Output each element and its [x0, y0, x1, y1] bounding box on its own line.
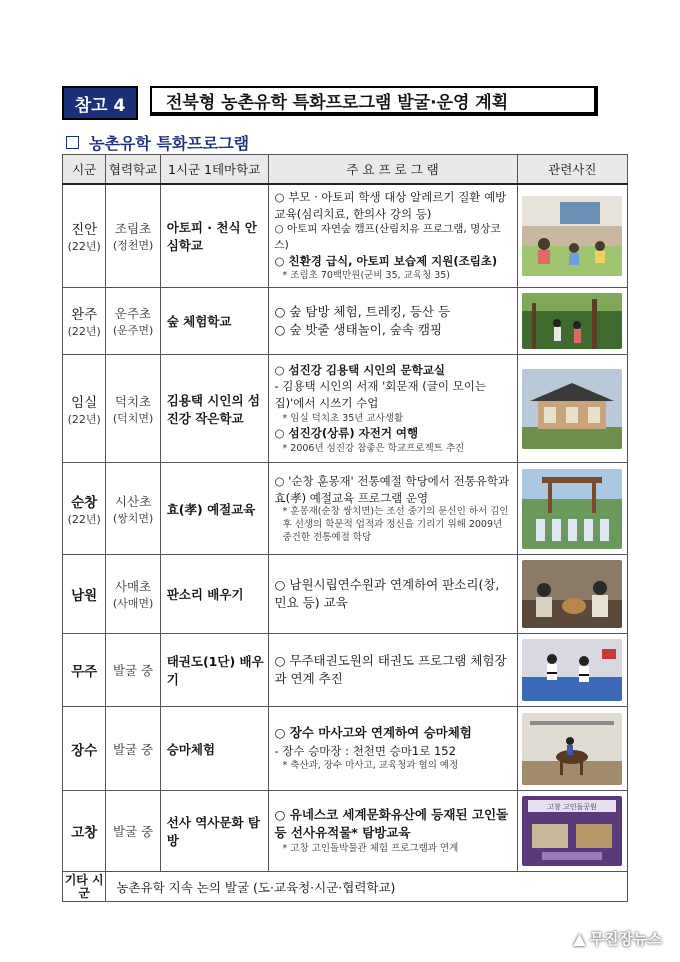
- school-pending: 발굴 중: [112, 663, 154, 679]
- checkbox-square-icon: [66, 136, 79, 149]
- program-cell: [268, 288, 517, 355]
- etiquette-school-photo: [522, 469, 622, 549]
- region-name: 진안: [71, 222, 98, 239]
- region-cell: [63, 184, 106, 288]
- table-header-row: [63, 155, 628, 185]
- theme-cell: 김용택 시인의 섬진강 작은학교: [160, 355, 268, 463]
- school-name: 시산초: [114, 493, 152, 509]
- program-cell: [268, 555, 517, 634]
- region-cell: [63, 355, 106, 463]
- school-cell: [106, 288, 160, 355]
- theme-cell: 선사 역사문화 탐방: [160, 791, 268, 872]
- watermark-text: 무진장뉴스: [589, 930, 662, 948]
- region-cell: [63, 288, 106, 355]
- region-name: 고창: [71, 825, 98, 842]
- section-title: 농촌유학 특화프로그램: [89, 134, 250, 153]
- etc-label: 기타 시군: [63, 872, 106, 902]
- program-line: ○ 남원시립연수원과 연계하여 판소리(창, 민요 등) 교육: [274, 577, 500, 611]
- program-note: * 조림초 70백만원(군비 35, 교육청 35): [282, 270, 450, 282]
- col-header-theme: 1시군 1테마학교: [160, 155, 268, 185]
- region-cell: [63, 555, 106, 634]
- school-pending: 발굴 중: [112, 824, 154, 840]
- program-note: * 임실 덕치초 35년 교사생활: [282, 412, 404, 424]
- region-name: 장수: [71, 742, 98, 759]
- region-cell: [63, 634, 106, 707]
- region-year: (22년): [67, 512, 101, 526]
- theme-cell: 아토피 · 천식 안심학교: [160, 184, 268, 288]
- region-name: 완주: [71, 307, 98, 324]
- region-name: 순창: [71, 494, 98, 511]
- school-cell: [106, 463, 160, 555]
- school-name: 조림초: [114, 221, 152, 237]
- region-cell: [63, 463, 106, 555]
- region-cell: [63, 791, 106, 872]
- region-year: (22년): [67, 412, 101, 426]
- dolmen-park-photo: [522, 796, 622, 866]
- photo-cell: [517, 791, 627, 872]
- program-line: ○ 숲 탐방 체험, 트레킹, 등산 등: [274, 304, 451, 320]
- col-header-region: 시군: [63, 155, 106, 185]
- school-name: 덕치초: [114, 393, 152, 409]
- region-cell: [63, 707, 106, 791]
- program-cell: [268, 463, 517, 555]
- table-row: [63, 184, 628, 288]
- table-row: [63, 555, 628, 634]
- region-year: (22년): [67, 325, 101, 339]
- table-row: [63, 288, 628, 355]
- school-cell: [106, 707, 160, 791]
- school-cell: [106, 791, 160, 872]
- watermark-logo: [573, 928, 662, 949]
- hanok-study-photo: [522, 369, 622, 449]
- table-row: [63, 355, 628, 463]
- forest-hiking-photo: [522, 293, 622, 349]
- reference-tag: 참고 4: [62, 86, 138, 120]
- table-row: [63, 463, 628, 555]
- taekwondo-photo: [522, 639, 622, 701]
- table-row: [63, 791, 628, 872]
- region-name: 남원: [71, 588, 98, 605]
- theme-cell: 태권도(1단) 배우기: [160, 634, 268, 707]
- school-name: 사매초: [114, 579, 152, 595]
- program-note: * 축산과, 장수 마사고, 교육청과 협의 예정: [282, 760, 459, 772]
- theme-cell: 효(孝) 예절교육: [160, 463, 268, 555]
- program-table: [62, 154, 628, 902]
- program-cell: [268, 184, 517, 288]
- program-cell: [268, 791, 517, 872]
- program-line: ○ 장수 마사고와 연계하여 승마체험: [274, 725, 472, 741]
- horse-riding-photo: [522, 713, 622, 785]
- school-town: (운주면): [112, 324, 154, 338]
- school-town: (쌍치면): [112, 511, 154, 525]
- program-note: * 고창 고인돌박물관 체험 프로그램과 연계: [282, 843, 459, 855]
- theme-cell: 판소리 배우기: [160, 555, 268, 634]
- col-header-school: 협력학교: [106, 155, 160, 185]
- reference-header: [62, 86, 610, 120]
- col-header-program: 주 요 프 로 그 램: [268, 155, 517, 185]
- program-line: - 김용택 시인의 서재 '회문재 (글이 모이는 집)'에서 시쓰기 수업: [274, 379, 486, 410]
- photo-cell: [517, 184, 627, 288]
- program-cell: [268, 634, 517, 707]
- photo-caption: 고창 고인돌공원: [547, 803, 598, 812]
- program-line: ○ 섬진강(상류) 자전거 여행: [274, 426, 419, 441]
- program-line: ○ 무주태권도원의 태권도 프로그램 체험장과 연계 추진: [274, 653, 507, 687]
- table-row: [63, 634, 628, 707]
- program-line: ○ 부모 · 아토피 학생 대상 알레르기 질환 예방 교육(심리치료, 한의사 강의 등): [274, 190, 507, 221]
- table-row-etc: [63, 872, 628, 902]
- school-cell: [106, 555, 160, 634]
- photo-cell: [517, 707, 627, 791]
- school-town: (덕치면): [112, 411, 154, 425]
- school-cell: [106, 184, 160, 288]
- region-name: 무주: [71, 664, 98, 681]
- table-row: [63, 707, 628, 791]
- school-cell: [106, 634, 160, 707]
- program-note: * 2006년 섬진강 참좋은 학교프로젝트 추진: [282, 443, 465, 455]
- atopy-class-photo: [522, 196, 622, 276]
- program-line: ○ 아토피 자연숲 캠프(산림치유 프로그램, 명상코스): [274, 223, 501, 251]
- school-cell: [106, 355, 160, 463]
- photo-cell: [517, 555, 627, 634]
- theme-cell: 승마체험: [160, 707, 268, 791]
- program-line: - 장수 승마장 : 천천면 승마1로 152: [274, 743, 456, 758]
- program-line: ○ '순창 훈몽재' 전통예절 학당에서 전통유학과 효(孝) 예절교육 프로그램 운영: [274, 473, 510, 505]
- school-town: (정천면): [112, 239, 154, 253]
- region-name: 임실: [71, 394, 98, 411]
- program-line: ○ 섬진강 김용택 시인의 문학교실: [274, 362, 445, 377]
- school-pending: 발굴 중: [112, 741, 154, 757]
- logo-icon: ▲: [573, 929, 586, 948]
- theme-cell: 숲 체험학교: [160, 288, 268, 355]
- col-header-photo: 관련사진: [517, 155, 627, 185]
- program-line: ○ 숲 밧줄 생태놀이, 숲속 캠핑: [274, 322, 443, 338]
- program-cell: [268, 707, 517, 791]
- photo-cell: [517, 355, 627, 463]
- document-title: 전북형 농촌유학 특화프로그램 발굴·운영 계획: [150, 86, 598, 116]
- section-heading: [66, 131, 249, 154]
- program-line: ○ 유네스코 세계문화유산에 등재된 고인돌 등 선사유적물* 탐방교육: [274, 807, 509, 841]
- program-note: * 훈몽재(순창 쌍치면)는 조선 중기의 문신인 하서 김인후 선생의 학문적 업적과 정신을 기리기 위해 2009년 중건한 전통예절 학당: [282, 506, 509, 543]
- school-town: (사매면): [112, 597, 154, 611]
- photo-cell: [517, 288, 627, 355]
- photo-cell: [517, 634, 627, 707]
- photo-cell: [517, 463, 627, 555]
- etc-text: 농촌유학 지속 논의 발굴 (도·교육청·시군·협력학교): [106, 872, 628, 902]
- pansori-class-photo: [522, 560, 622, 628]
- school-name: 운주초: [114, 306, 152, 322]
- program-cell: [268, 355, 517, 463]
- program-line: ○ 친환경 급식, 아토피 보습제 지원(조림초): [274, 253, 498, 268]
- region-year: (22년): [67, 240, 101, 254]
